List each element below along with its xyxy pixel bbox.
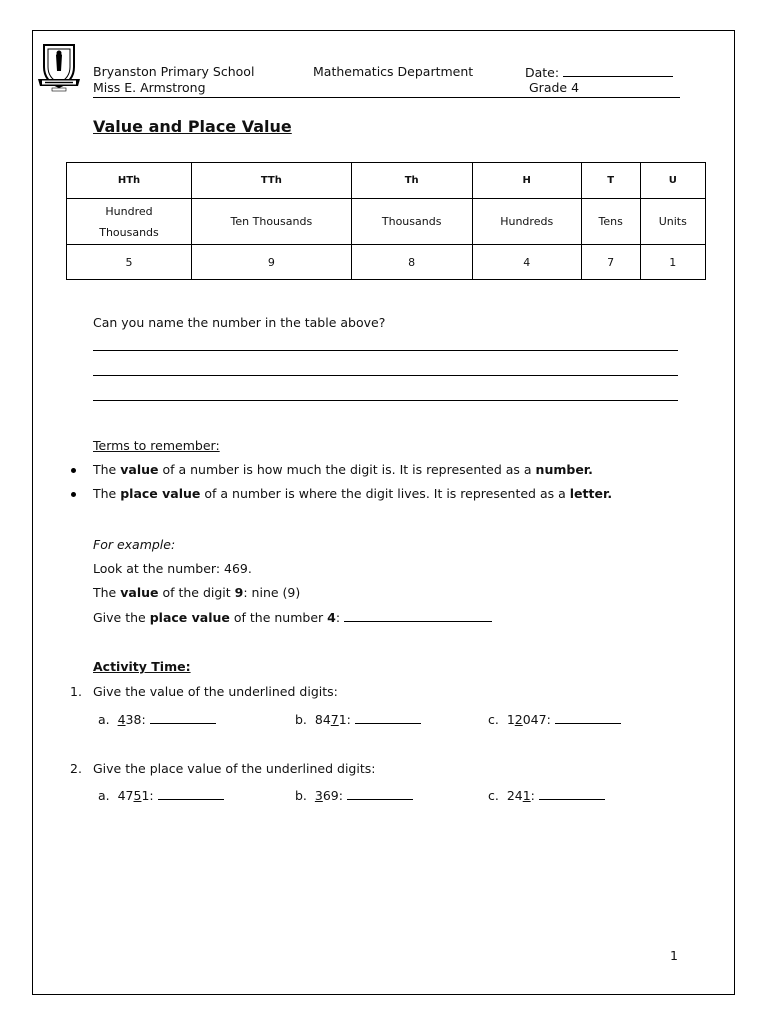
school-name: Bryanston Primary School	[93, 64, 255, 79]
text-run: 47	[117, 788, 134, 803]
text-run: 1:	[338, 712, 351, 727]
table-name-cell: Thousands	[351, 199, 472, 245]
text-run: 047:	[522, 712, 551, 727]
date-blank	[563, 64, 673, 77]
question-number: 1.	[70, 684, 82, 699]
table-digit-cell: 7	[581, 245, 640, 280]
table-name-cell: Ten Thousands	[192, 199, 352, 245]
table-header-cell: T	[581, 163, 640, 199]
table-name-cell: Units	[640, 199, 705, 245]
underlined-digit: 1	[522, 788, 531, 803]
item-label: c.	[488, 788, 499, 803]
grade-label: Grade 4	[529, 80, 580, 95]
question-1-text: Give the value of the underlined digits:	[93, 684, 338, 699]
text-run: of the number	[229, 610, 328, 625]
text-run: of a number is where the digit lives. It is represented as a	[200, 486, 570, 501]
underlined-digit: 2	[514, 712, 523, 727]
bold-run: value	[120, 585, 159, 600]
answer-blank[interactable]	[158, 787, 224, 800]
table-header-row	[67, 163, 706, 199]
date-label: Date:	[525, 65, 560, 80]
underlined-digit: 5	[133, 788, 142, 803]
text-run: of the digit	[158, 585, 235, 600]
bold-run: place value	[120, 486, 201, 501]
text-run: 1:	[141, 788, 154, 803]
q1-item-b	[295, 711, 421, 728]
bullet-dot	[71, 492, 76, 497]
bold-run: 4	[327, 610, 336, 625]
text-run: of a number is how much the digit is. It is represented as a	[158, 462, 536, 477]
answer-blank[interactable]	[150, 711, 216, 724]
underlined-digit: 3	[314, 788, 323, 803]
answer-blank[interactable]	[539, 787, 605, 800]
page-number: 1	[670, 948, 678, 963]
date-field	[525, 64, 673, 80]
underlined-digit: 7	[330, 712, 339, 727]
place-value-table	[66, 162, 706, 280]
item-label: a.	[98, 788, 110, 803]
bold-run: 9	[234, 585, 244, 600]
table-name-cell: Hundred Thousands	[67, 199, 192, 245]
term-value-definition	[93, 462, 593, 478]
department-name: Mathematics Department	[313, 64, 474, 79]
bold-run: letter.	[569, 486, 613, 501]
example-value-line	[93, 585, 300, 601]
answer-line[interactable]	[93, 400, 678, 401]
question-text: Can you name the number in the table above?	[93, 315, 386, 330]
bold-run: place value	[149, 610, 230, 625]
text-run: The	[93, 486, 121, 501]
example-label: For example:	[93, 537, 176, 552]
text-run: The	[93, 585, 121, 600]
table-digit-cell: 5	[67, 245, 192, 280]
answer-blank[interactable]	[347, 787, 413, 800]
text-run: 1	[506, 712, 515, 727]
page-title: Value and Place Value	[93, 117, 292, 136]
school-crest-logo	[36, 41, 82, 93]
q2-item-b	[295, 787, 413, 804]
q1-item-c	[488, 711, 621, 728]
bold-run: value	[120, 462, 159, 477]
term-place-value-definition	[93, 486, 612, 502]
text-run: 24	[506, 788, 523, 803]
bullet-dot	[71, 468, 76, 473]
item-label: a.	[98, 712, 110, 727]
answer-blank[interactable]	[344, 609, 492, 622]
answer-blank[interactable]	[355, 711, 421, 724]
text-run: Give the	[93, 610, 150, 625]
table-header-cell: TTh	[192, 163, 352, 199]
question-2-text: Give the place value of the underlined digits:	[93, 761, 376, 776]
table-digit-cell: 8	[351, 245, 472, 280]
text-run: :	[335, 610, 341, 625]
table-digit-cell: 4	[472, 245, 581, 280]
table-header-cell: H	[472, 163, 581, 199]
q2-item-c	[488, 787, 605, 804]
answer-line[interactable]	[93, 375, 678, 376]
item-label: c.	[488, 712, 499, 727]
worksheet-page	[32, 30, 735, 995]
terms-heading	[93, 438, 220, 454]
item-label: b.	[295, 788, 307, 803]
table-digits-row	[67, 245, 706, 280]
q1-item-a	[98, 711, 216, 728]
answer-blank[interactable]	[555, 711, 621, 724]
text-run: The	[93, 462, 121, 477]
activity-heading	[93, 659, 191, 675]
text-run: :	[530, 788, 535, 803]
underlined-digit: 4	[117, 712, 126, 727]
table-header-cell: U	[640, 163, 705, 199]
text-run: 38:	[125, 712, 146, 727]
activity-heading-text: Activity Time:	[93, 659, 191, 674]
terms-heading-text: Terms to remember:	[93, 438, 220, 453]
text-run: 69:	[322, 788, 343, 803]
table-digit-cell: 1	[640, 245, 705, 280]
table-names-row	[67, 199, 706, 245]
example-number: Look at the number: 469.	[93, 561, 252, 576]
example-place-value-line	[93, 609, 492, 626]
item-label: b.	[295, 712, 307, 727]
teacher-name: Miss E. Armstrong	[93, 80, 206, 95]
q2-item-a	[98, 787, 224, 804]
table-header-cell: Th	[351, 163, 472, 199]
text-run: 84	[314, 712, 331, 727]
table-name-cell: Hundreds	[472, 199, 581, 245]
bold-run: number.	[535, 462, 593, 477]
header-rule	[93, 97, 680, 98]
question-number: 2.	[70, 761, 82, 776]
table-digit-cell: 9	[192, 245, 352, 280]
text-run: : nine (9)	[243, 585, 301, 600]
table-name-cell: Tens	[581, 199, 640, 245]
table-header-cell: HTh	[67, 163, 192, 199]
answer-line[interactable]	[93, 350, 678, 351]
